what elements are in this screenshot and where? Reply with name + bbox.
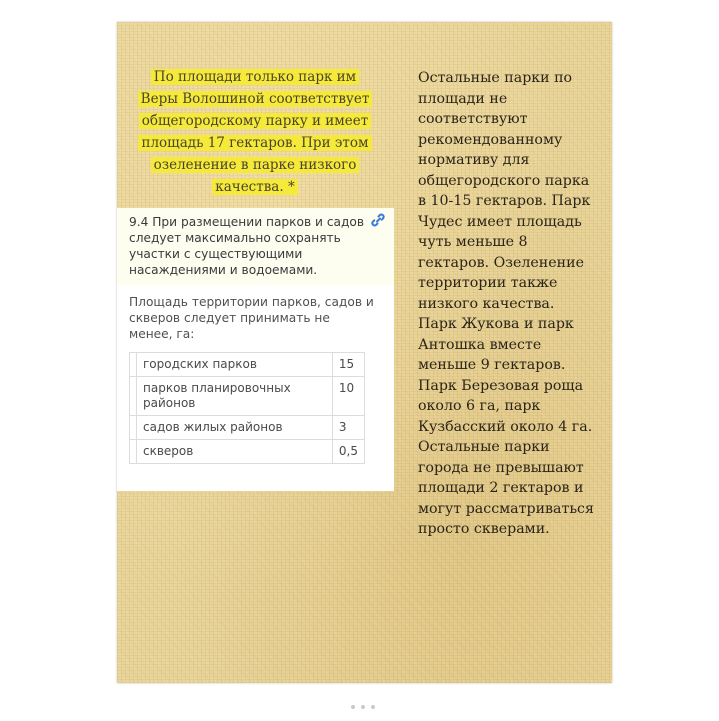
text-line: Чудес имеет площадь	[418, 213, 582, 230]
regulation-heading	[117, 208, 394, 286]
table-row	[130, 440, 365, 464]
pager-dot[interactable]	[361, 705, 365, 709]
pager-dot[interactable]	[371, 705, 375, 709]
body-line: Площадь территории парков, садов и	[129, 295, 374, 309]
regulation-body	[117, 286, 394, 342]
highlight-line: Веры Волошиной соответствует	[138, 91, 373, 107]
table-cell-label: скверов	[137, 440, 333, 464]
text-line: Парк Березовая роща	[418, 377, 584, 394]
text-line: нормативу для	[418, 152, 530, 168]
table-cell-label: садов жилых районов	[137, 416, 333, 440]
text-line: территории также	[418, 275, 558, 291]
text-line: площади не	[418, 90, 508, 107]
table-cell-label: городских парков	[137, 353, 333, 377]
heading-line: насаждениями и водоемами.	[129, 263, 318, 277]
text-line: в 10-15 гектаров. Парк	[418, 193, 591, 209]
table-cell-value: 0,5	[332, 440, 364, 464]
link-icon[interactable]	[370, 212, 386, 228]
pager-dot[interactable]	[351, 705, 355, 709]
text-line: чуть меньше 8	[418, 234, 528, 250]
table-cell-value: 10	[332, 377, 364, 416]
text-line: гектаров. Озеленение	[418, 254, 584, 271]
table-row	[130, 377, 365, 416]
text-line: Остальные парки	[418, 439, 550, 455]
text-line: около 6 га, парк	[418, 398, 541, 414]
highlight-line: общегородскому парку и имеет	[139, 113, 372, 129]
text-line: города не превышают	[418, 459, 584, 476]
table-spacer-cell	[130, 353, 137, 377]
highlighted-paragraph	[127, 66, 383, 198]
table-cell-value: 15	[332, 353, 364, 377]
highlight-line: По площади только парк им	[151, 69, 359, 85]
pager-dots[interactable]	[351, 705, 375, 709]
text-line: просто скверами.	[418, 521, 550, 537]
highlight-line: качества. *	[212, 179, 297, 195]
text-line: Кузбасский около 4 га.	[418, 418, 593, 435]
body-line: скверов следует принимать не	[129, 311, 330, 325]
table-cell-label: парков планировочных районов	[137, 377, 333, 416]
highlight-line: озеленение в парке низкого	[151, 157, 360, 173]
parks-description	[418, 68, 598, 540]
heading-line: следует максимально сохранять	[129, 231, 341, 245]
text-line: рекомендованному	[418, 131, 563, 148]
table-spacer-cell	[130, 440, 137, 464]
table-spacer-cell	[130, 377, 137, 416]
slide-page	[117, 22, 612, 683]
table-cell-value: 3	[332, 416, 364, 440]
text-line: общегородского парка	[418, 172, 590, 189]
table-row	[130, 416, 365, 440]
heading-line: 9.4 При размещении парков и садов	[129, 215, 365, 229]
text-line: меньше 9 гектаров.	[418, 357, 566, 373]
text-line: низкого качества.	[418, 295, 555, 312]
text-line: соответствуют	[418, 111, 528, 127]
text-line: Остальные парки по	[418, 70, 573, 86]
text-line: Парк Жукова и парк	[418, 316, 574, 332]
text-line: Антошка вместе	[418, 336, 542, 353]
regulation-screenshot	[117, 208, 394, 491]
text-line: могут рассматриваться	[418, 500, 594, 517]
highlight-line: площадь 17 гектаров. При этом	[138, 135, 371, 151]
body-line: менее, га:	[129, 327, 195, 341]
table-row	[130, 353, 365, 377]
norms-table	[129, 352, 365, 464]
heading-line: участки с существующими	[129, 247, 303, 261]
text-line: площади 2 гектаров и	[418, 480, 584, 496]
table-spacer-cell	[130, 416, 137, 440]
